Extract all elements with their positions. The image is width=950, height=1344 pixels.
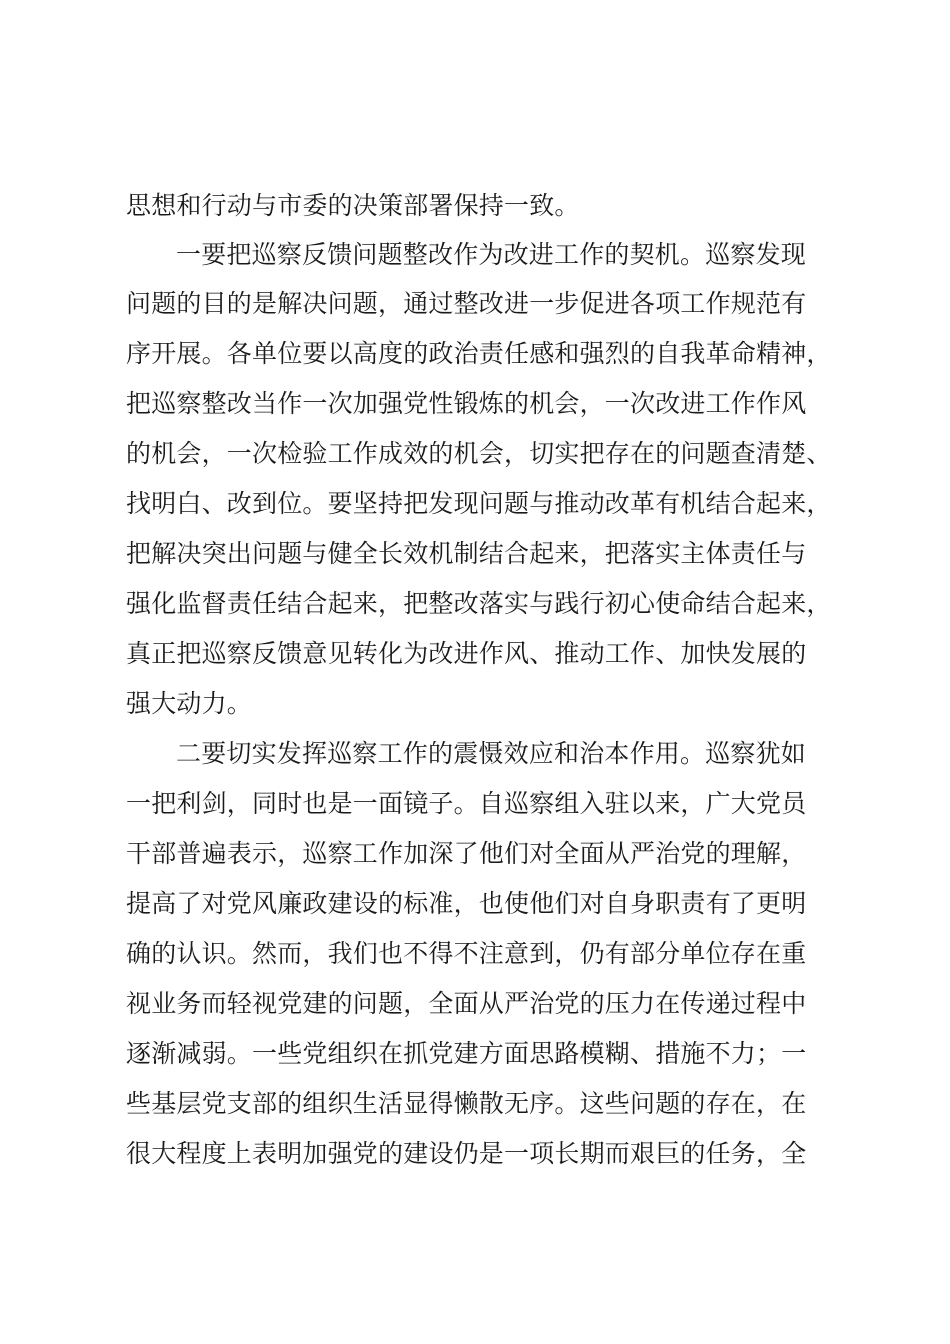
text-line: 的机会，一次检验工作成效的机会，切实把存在的问题查清楚、 <box>126 439 832 468</box>
text-line: 提高了对党风廉政建设的标准，也使他们对自身职责有了更明 <box>126 889 807 918</box>
text-line: 把巡察整改当作一次加强党性锻炼的机会，一次改进工作作风 <box>126 389 807 418</box>
text-line: 视业务而轻视党建的问题，全面从严治党的压力在传递过程中 <box>126 989 807 1018</box>
text-line: 确的认识。然而，我们也不得不注意到，仍有部分单位存在重 <box>126 939 807 968</box>
text-line: 一把利剑，同时也是一面镜子。自巡察组入驻以来，广大党员 <box>126 789 807 818</box>
text-line: 强大动力。 <box>126 689 253 718</box>
text-line: 找明白、改到位。要坚持把发现问题与推动改革有机结合起来， <box>126 489 832 518</box>
text-line: 逐渐减弱。一些党组织在抓党建方面思路模糊、措施不力；一 <box>126 1039 807 1068</box>
text-line: 把解决突出问题与健全长效机制结合起来，把落实主体责任与 <box>126 539 807 568</box>
paragraph-first-line: 二要切实发挥巡察工作的震慑效应和治本作用。巡察犹如 <box>176 739 807 768</box>
text-line: 很大程度上表明加强党的建设仍是一项长期而艰巨的任务，全 <box>126 1139 807 1168</box>
text-line: 真正把巡察反馈意见转化为改进作风、推动工作、加快发展的 <box>126 639 807 668</box>
text-line: 强化监督责任结合起来，把整改落实与践行初心使命结合起来， <box>126 589 832 618</box>
text-line: 思想和行动与市委的决策部署保持一致。 <box>126 191 580 220</box>
text-line: 问题的目的是解决问题，通过整改进一步促进各项工作规范有 <box>126 289 807 318</box>
text-line: 些基层党支部的组织生活显得懒散无序。这些问题的存在，在 <box>126 1089 807 1118</box>
text-line: 干部普遍表示，巡察工作加深了他们对全面从严治党的理解， <box>126 839 807 868</box>
paragraph-first-line: 一要把巡察反馈问题整改作为改进工作的契机。巡察发现 <box>176 240 807 269</box>
text-line: 序开展。各单位要以高度的政治责任感和强烈的自我革命精神， <box>126 339 832 368</box>
